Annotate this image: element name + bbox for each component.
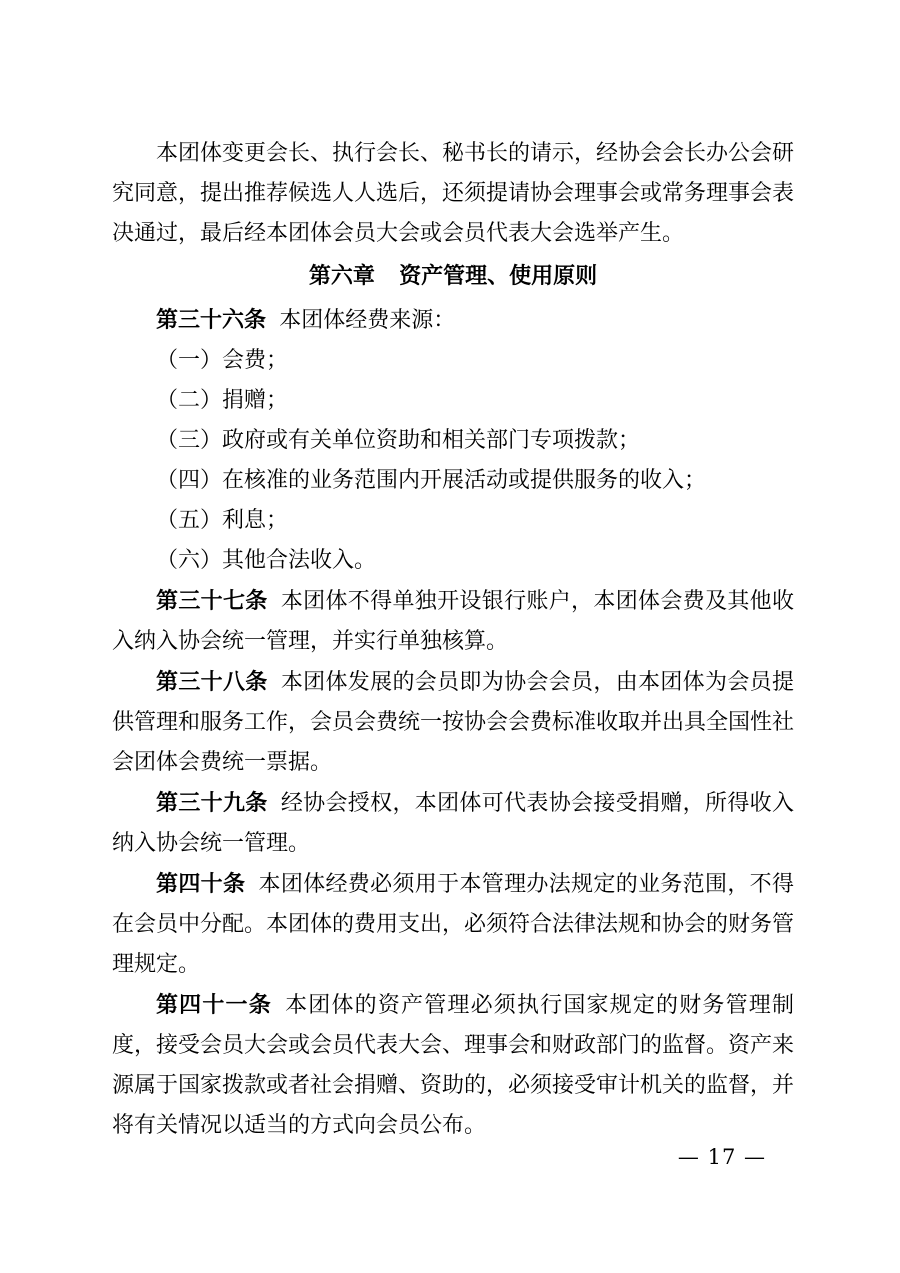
page-number: — 17 — [677,1145,766,1169]
article-37-paragraph [112,581,794,662]
list-item-text: （一）会费； [156,348,289,373]
article-36-paragraph [112,300,794,341]
paragraph-text: 本团体变更会长、执行会长、秘书长的请示，经协会会长办公会研究同意，提出推荐候选人人选后，还须提请协会理事会或常务理事会表决通过，最后经本团体会员大会或会员代表大会选举产生。 [112,141,795,246]
intro-paragraph [112,134,794,254]
article-39-paragraph [112,783,794,864]
list-item-4 [112,461,794,501]
list-item-5 [112,501,794,541]
list-item-1 [112,341,794,381]
article-41-text: 本团体的资产管理必须执行国家规定的财务管理制度，接受会员大会或会员代表大会、理事会和财政部门的监督。资产来源属于国家拨款或者社会捐赠、资助的，必须接受审计机关的监督，并将有关情况以适当的方式向会员公布。 [112,993,795,1138]
article-41-number: 第四十一条 [156,992,272,1018]
article-38-paragraph [112,662,794,783]
article-36-text: 本团体经费来源： [279,308,456,333]
article-37-text: 本团体不得单独开设银行账户，本团体会费及其他收入纳入协会统一管理，并实行单独核算。 [112,589,794,654]
article-39-number: 第三十九条 [156,790,268,816]
list-item-3 [112,421,794,461]
article-38-text: 本团体发展的会员即为协会会员，由本团体为会员提供管理和服务工作，会员会费统一按协会会费标准收取并出具全国性社会团体会费统一票据。 [112,670,795,775]
article-39-text: 经协会授权，本团体可代表协会接受捐赠，所得收入纳入协会统一管理。 [112,791,794,856]
article-37-number: 第三十七条 [156,588,268,614]
article-36-number: 第三十六条 [156,307,267,333]
chapter-title: 资产管理、使用原则 [399,264,598,289]
chapter-number: 第六章 [308,264,375,289]
article-40-text: 本团体经费必须用于本管理办法规定的业务范围，不得在会员中分配。本团体的费用支出，必须符合法律法规和协会的财务管理规定。 [112,872,795,977]
document-content [112,134,794,1146]
list-item-text: （五）利息； [156,508,289,533]
list-item-text: （四）在核准的业务范围内开展活动或提供服务的收入； [156,468,707,493]
page-footer [112,1142,794,1172]
article-40-paragraph [112,864,794,985]
article-38-number: 第三十八条 [156,669,268,695]
article-40-number: 第四十条 [156,871,246,897]
list-item-6 [112,541,794,581]
article-41-paragraph [112,985,794,1146]
chapter-heading [112,254,794,300]
list-item-text: （二）捐赠； [156,388,289,413]
list-item-text: （六）其他合法收入。 [156,548,377,573]
list-item-2 [112,381,794,421]
list-item-text: （三）政府或有关单位资助和相关部门专项拨款； [156,428,641,453]
